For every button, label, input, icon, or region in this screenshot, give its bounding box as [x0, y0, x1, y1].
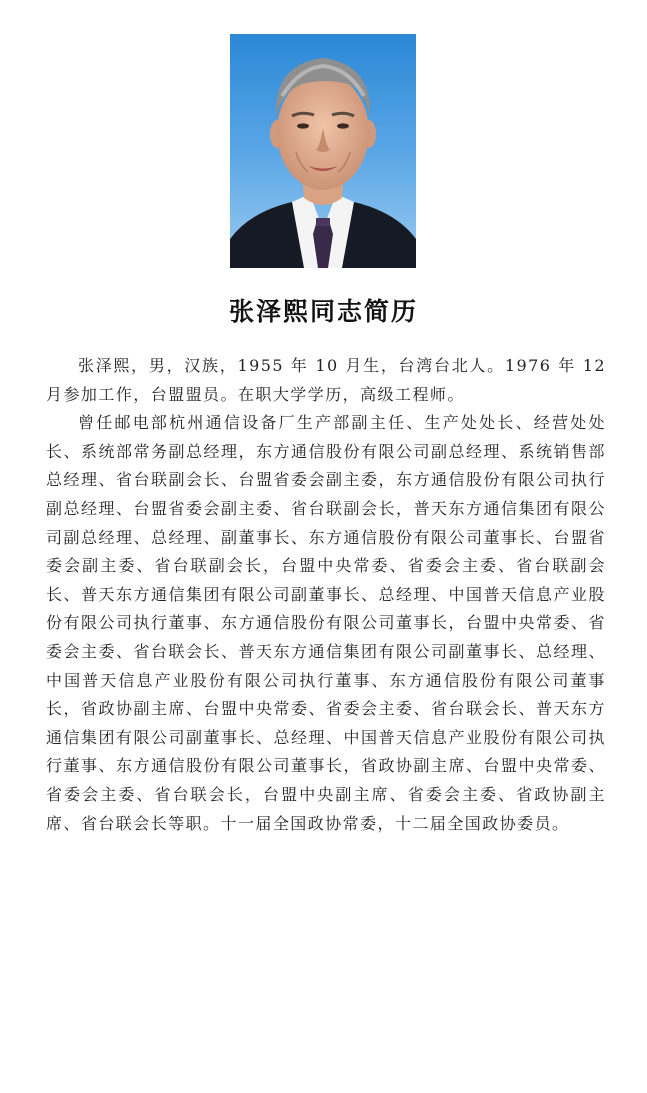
- paragraph-basic-info: 张泽熙，男，汉族，1955 年 10 月生，台湾台北人。1976 年 12 月参加工作，台盟盟员。在职大学学历，高级工程师。: [46, 356, 606, 404]
- page-title: 张泽熙同志简历: [228, 297, 418, 326]
- paragraph-career-history: 曾任邮电部杭州通信设备厂生产部副主任、生产处处长、经营处处长、系统部常务副总经理，东方通信股份有限公司副总经理、系统销售部总经理、省台联副会长、台盟省委会副主委，东方通信股份有限公司执行副总经理、台盟省委会副主委、省台联副会长，普天东方通信集团有限公司副总经理、总经理、副董事长、东方通信股份有限公司董事长、台盟省委会副主委、省台联副会长，台盟中央常委、省委会主委、省台联副会长、普天东方通信集团有限公司副董事长、总经理、中国普天信息产业股份有限公司执行董事、东方通信股份有限公司董事长，台盟中央常委、省委会主委、省台联会长、普天东方通信集团有限公司副董事长、总经理、中国普天信息产业股份有限公司执行董事、东方通信股份有限公司董事长，省政协副主席、台盟中央常委、省委会主委、省台联会长、普天东方通信集团有限公司副董事长、总经理、中国普天信息产业股份有限公司执行董事、东方通信股份有限公司董事长，省政协副主席、台盟中央常委、省委会主委、省台联会长，台盟中央副主席、省委会主委、省政协副主席、省台联会长等职。十一届全国政协常委，十二届全国政协委员。: [46, 413, 606, 833]
- portrait-photo: [230, 34, 416, 268]
- biography-body: [46, 352, 606, 838]
